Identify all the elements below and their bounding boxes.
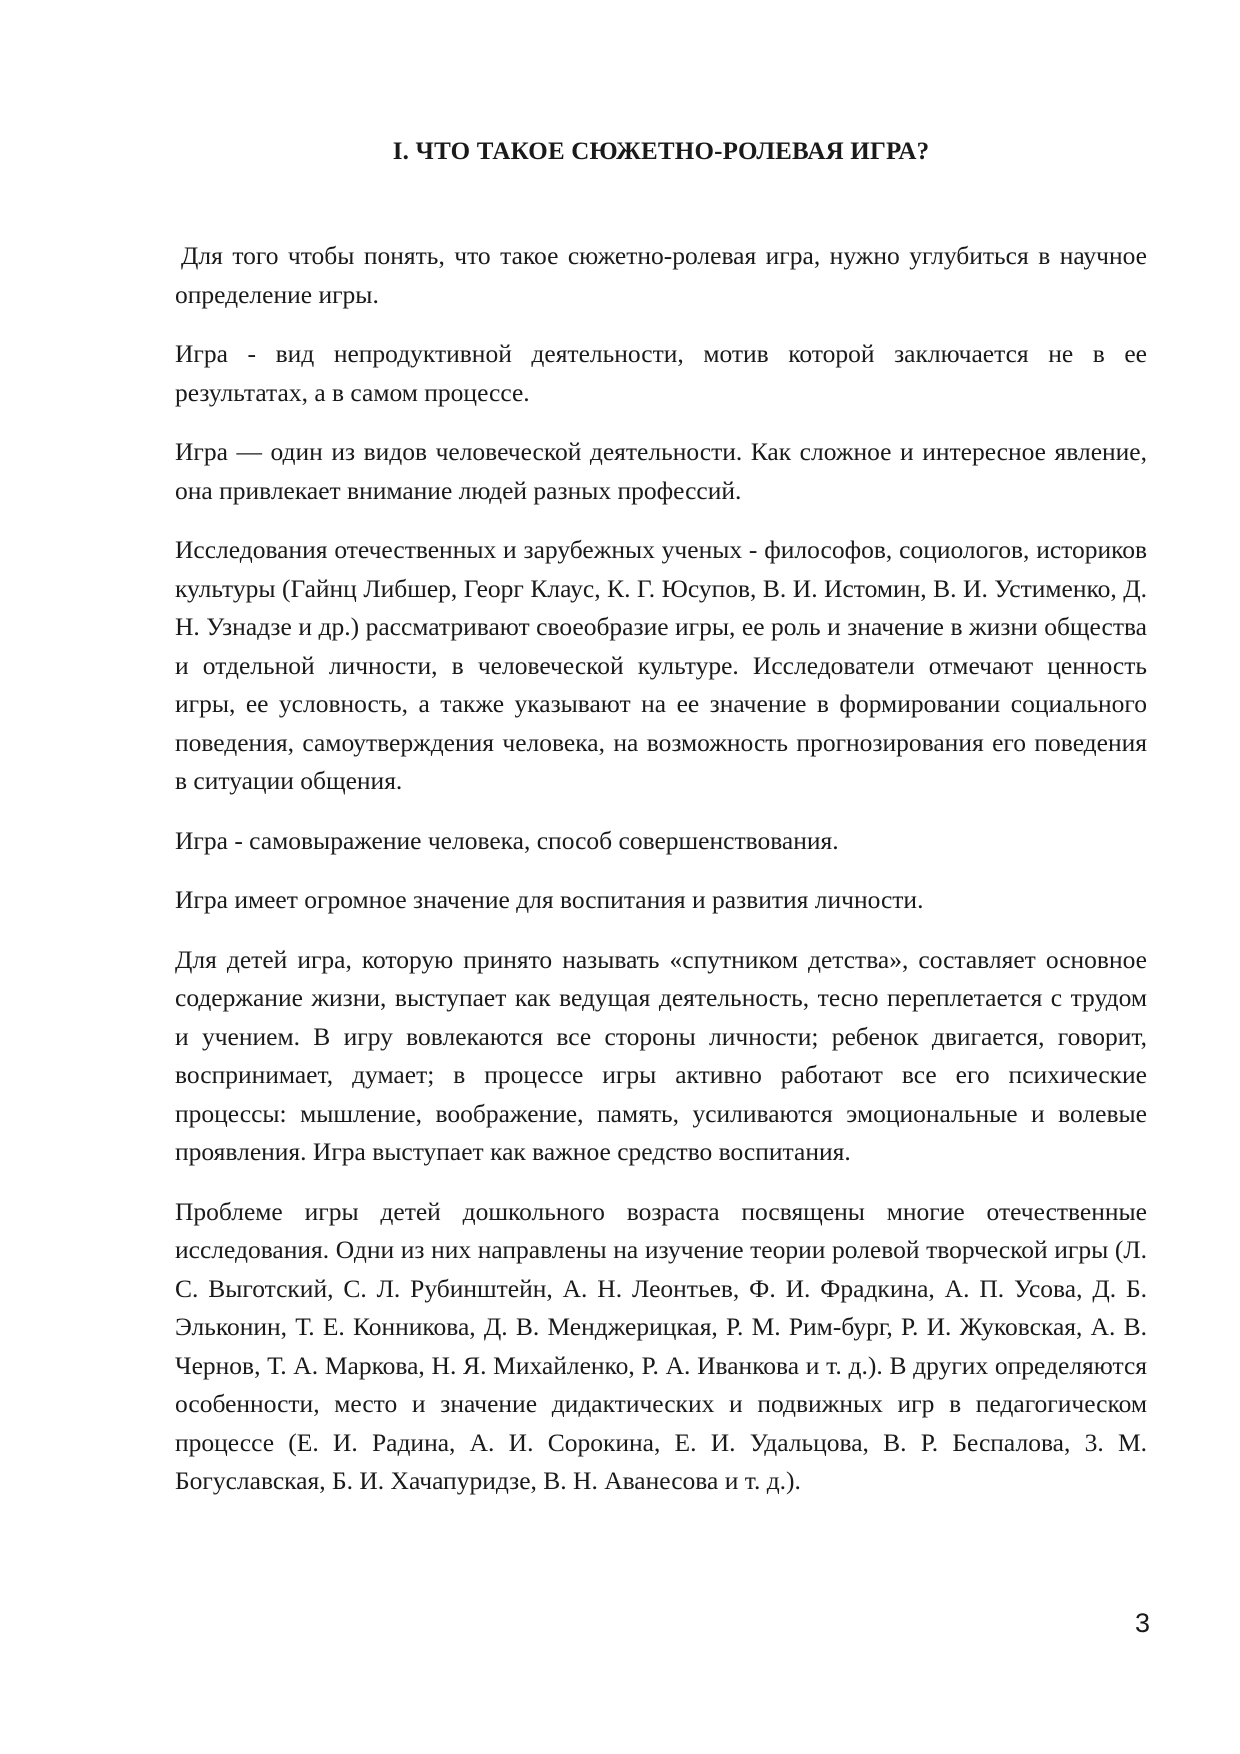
paragraph-research-overview: Исследования отечественных и зарубежных ученых - философов, социологов, историков культуры (Гайнц Либшер, Георг Клаус, К. Г. Юсупов, В. И. Истомин, В. И. Устименко, Д. Н. Узнадзе и др.) рассматривают своеобразие игры, ее роль и значение в жизни общества и отдельной личности, в человеческой культуре. Исследователи отмечают ценность игры, ее условность, а также указывают на ее значение в формировании социального поведения, самоутверждения человека, на возможность прогнозирования его поведения в ситуации общения. [175, 535, 1147, 795]
paragraph-children-play: Для детей игра, которую принято называть «спутником детства», составляет основное содержание жизни, выступает как ведущая деятельность, тесно переплетается с трудом и учением. В игру вовлекаются все стороны личности; ребенок двигается, говорит, воспринимает, думает; в процессе игры активно работают все его психические процессы: мышление, воображение, память, усиливаются эмоциональные и волевые проявления. Игра выступает как важное средство воспитания. [175, 944, 1147, 1166]
paragraph-importance: Игра имеет огромное значение для воспитания и развития личности. [175, 885, 924, 914]
paragraph-self-expression: Игра - самовыражение человека, способ совершенствования. [175, 825, 839, 855]
paragraph-definition-intro: Для того чтобы понять, что такое сюжетно-ролевая игра, нужно углубиться в научное определение игры. [175, 241, 1147, 309]
chapter-title: I. ЧТО ТАКОЕ СЮЖЕТНО-РОЛЕВАЯ ИГРА? [392, 137, 930, 165]
body-text [175, 237, 1147, 1522]
paragraph-preschool-research: Проблеме игры детей дошкольного возраста посвящены многие отечественные исследования. Одни из них направлены на изучение теории ролевой творческой игры (Л. С. Выготский, С. Л. Рубинштейн, А. Н. Леонтьев, Ф. И. Фрадкина, А. П. Усова, Д. Б. Эльконин, Т. Е. Конникова, Д. В. Менджерицкая, Р. М. Рим-бург, Р. И. Жуковская, А. В. Чернов, Т. А. Маркова, Н. Я. Михайленко, Р. А. Иванкова и т. д.). В других определяются особенности, место и значение дидактических и подвижных игр в педагогическом процессе (Е. И. Радина, А. И. Сорокина, Е. И. Удальцова, В. Р. Беспалова, 3. М. Богуславская, Б. И. Хачапуридзе, В. Н. Аванесова и т. д.). [175, 1196, 1147, 1495]
paragraph-game-definition: Игра - вид непродуктивной деятельности, мотив которой заключается не в ее результатах, а в самом процессе. [175, 339, 1147, 407]
page-number: 3 [1134, 1608, 1150, 1638]
paragraph-human-activity: Игра — один из видов человеческой деятельности. Как сложное и интересное явление, она привлекает внимание людей разных профессий. [175, 437, 1147, 505]
